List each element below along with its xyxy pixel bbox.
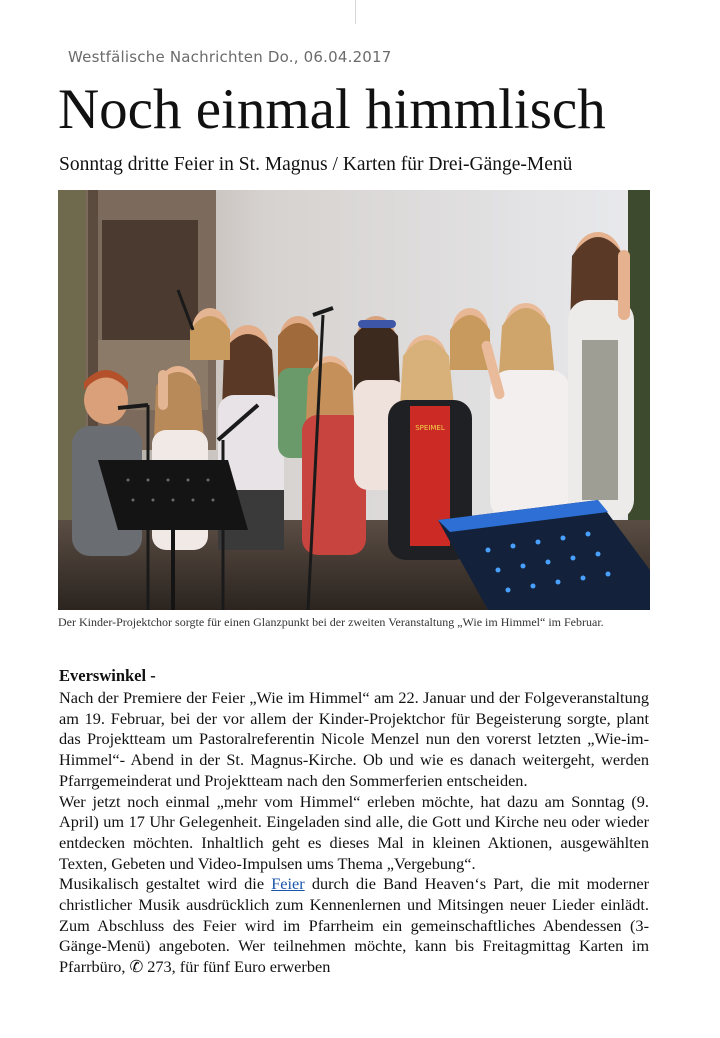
feier-link[interactable]: Feier [271,874,305,894]
paragraph-3-end: durch die Band Heaven‘s Part, die mit moderner christlicher Musik ausdrücklich zum Kennenlernen und Mitsingen neuer Lieder einlädt. Zum Abschluss des Feier wird im Pfarrheim ein gemeinschaftliches Abendessen (3-Gänge-Menü) angeboten. Wer teilnehmen möchte, kann bis Freitagmittag Karten im Pfarrbüro, ✆ 273, für fünf Euro erwerben [59,874,649,977]
photo-caption: Der Kinder-Projektchor sorgte für einen Glanzpunkt bei der zweiten Veranstaltung „Wie im Himmel“ im Februar. [58,615,604,629]
article-body [59,688,649,978]
paragraph-3 [59,874,649,978]
top-divider [355,0,356,24]
headline: Noch einmal himmlisch [58,78,606,141]
paragraph-3-start: Musikalisch gestaltet wird die [59,874,272,894]
paragraph-1: Nach der Premiere der Feier „Wie im Himmel“ am 22. Januar und der Folgeveranstaltung am 19. Februar, bei der vor allem der Kinder-Projektchor für Begeisterung sorgte, plant das Projektteam um Pastoralreferentin Nicole Menzel nun den vorerst letzten „Wie-im-Himmel“- Abend in der St. Magnus-Kirche. Ob und wie es danach weitergeht, werden Pfarrgemeinderat und Projektteam nach den Sommerferien entscheiden. [59,688,649,790]
shirt-print: SPEIMEL [415,424,445,432]
choir-photo [58,190,650,610]
paragraph-2: Wer jetzt noch einmal „mehr vom Himmel“ erleben möchte, hat dazu am Sonntag (9. April) um 17 Uhr Gelegenheit. Eingeladen sind alle, die Gott und Kirche neu oder wieder entdecken möchten. Inhaltlich geht es dieses Mal in kleinen Aktionen, ausgewählten Texten, Gebeten und Video-Impulsen ums Thema „Vergebung“. [59,791,649,873]
subheadline: Sonntag dritte Feier in St. Magnus / Karten für Drei-Gänge-Menü [59,154,573,175]
dateline: Everswinkel - [59,666,156,685]
source-line: Westfälische Nachrichten Do., 06.04.2017 [68,48,392,66]
